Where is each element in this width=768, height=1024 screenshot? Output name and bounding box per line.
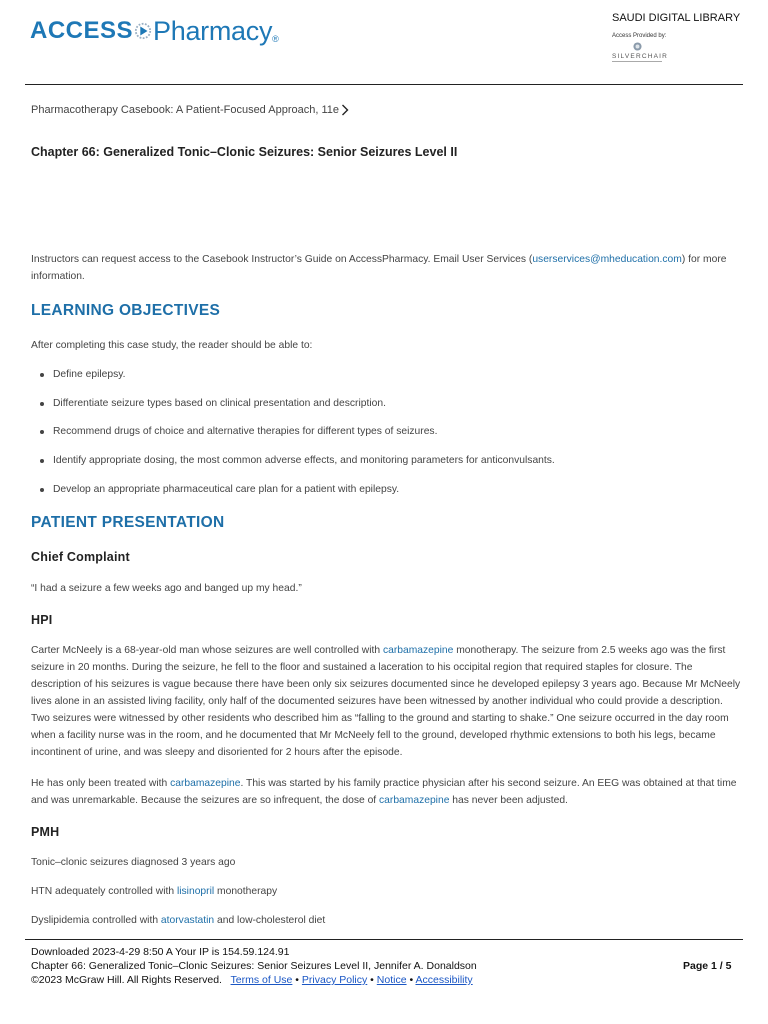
- drug-link-carbamazepine[interactable]: carbamazepine: [382, 645, 454, 656]
- chief-complaint-text: “I had a seizure a few weeks ago and banged up my head.”: [31, 583, 302, 594]
- pmh-text: HTN adequately controlled with: [31, 886, 177, 897]
- hpi-heading: HPI: [31, 613, 53, 627]
- hpi-text: Carter McNeely is a 68-year-old man whose seizures are well controlled with: [31, 645, 383, 656]
- provider-underline: [612, 61, 662, 62]
- pmh-item: [31, 912, 741, 929]
- intro-text-after: ) for more information.: [31, 254, 727, 282]
- download-info: Downloaded 2023-4-29 8:50 A Your IP is 154.59.124.91: [31, 946, 290, 958]
- provider-name: SILVERCHAIR: [612, 53, 669, 60]
- breadcrumb-book-title[interactable]: Pharmacotherapy Casebook: A Patient-Focused Approach, 11e: [31, 104, 339, 116]
- list-item: Differentiate seizure types based on clinical presentation and description.: [31, 395, 731, 424]
- notice-link[interactable]: Notice: [376, 974, 407, 986]
- drug-link-carbamazepine[interactable]: carbamazepine: [379, 795, 450, 806]
- accessibility-link[interactable]: Accessibility: [415, 974, 473, 986]
- hpi-text: . This was started by his family practice physician after his second seizure. An EEG was obtained at that time and was unremarkable. Because the seizures are so infrequent, the dose of: [31, 778, 737, 806]
- patient-presentation-heading: PATIENT PRESENTATION: [31, 514, 225, 531]
- breadcrumb[interactable]: [31, 104, 349, 116]
- drug-link-carbamazepine[interactable]: carbamazepine: [170, 778, 241, 789]
- chapter-title: Chapter 66: Generalized Tonic–Clonic Seizures: Senior Seizures Level II: [31, 145, 458, 159]
- learning-objectives-list: [31, 366, 731, 509]
- pmh-item: [31, 883, 741, 900]
- registered-mark: ®: [272, 34, 279, 44]
- hpi-text: monotherapy. The seizure from 2.5 weeks ago was the first seizure in 20 months. During the seizure, he fell to the floor and sustained a laceration to his occipital region that required staples for closure. The description of his seizures is vague because there have been only six seizures documented since he developed epilepsy 3 years ago. Because Mr McNeely lives alone in an assisted living facility, only half of the documented seizures have been witnessed by another individual who could provide a description. Two seizures were witnessed by other residents who described him as “falling to the ground and starting to shake.” One seizure occurred in the day room when a facility nurse was in the room, and he documented that Mr McNeely fell to the ground, developed rhythmic extensions to both his legs, became incontinent of urine, and was sleepy and disoriented for 2 hours after the episode.: [31, 645, 741, 758]
- terms-of-use-link[interactable]: Terms of Use: [230, 974, 293, 986]
- hpi-paragraph-2: [31, 775, 741, 809]
- gear-icon: [134, 22, 152, 40]
- hpi-text: He has only been treated with: [31, 778, 171, 789]
- institution-name: SAUDI DIGITAL LIBRARY: [612, 12, 741, 24]
- copyright-text: ©2023 McGraw Hill. All Rights Reserved.: [31, 974, 222, 986]
- list-item: Define epilepsy.: [31, 366, 731, 395]
- pmh-text: and low-cholesterol diet: [214, 915, 326, 926]
- learning-objectives-lead: After completing this case study, the reader should be able to:: [31, 340, 313, 351]
- silverchair-icon: [633, 42, 642, 51]
- pmh-item: Tonic–clonic seizures diagnosed 3 years ago: [31, 857, 236, 868]
- list-item: Identify appropriate dosing, the most common adverse effects, and monitoring parameters for anticonvulsants.: [31, 452, 731, 481]
- pmh-heading: PMH: [31, 825, 60, 839]
- footer-legal: ©2023 McGraw Hill. All Rights Reserved. Terms of Use • Privacy Policy • Notice • Accessibility: [31, 974, 473, 986]
- chapter-citation: Chapter 66: Generalized Tonic–Clonic Seizures: Senior Seizures Level II, Jennifer A. Donaldson: [31, 960, 477, 972]
- logo-access-text: ACCESS: [30, 17, 134, 44]
- hpi-paragraph-1: [31, 642, 741, 761]
- accesspharmacy-logo[interactable]: [30, 12, 279, 50]
- chief-complaint-heading: Chief Complaint: [31, 550, 130, 564]
- pmh-text: Dyslipidemia controlled with: [31, 915, 161, 926]
- logo-pharmacy-text: Pharmacy: [153, 15, 273, 46]
- footer-divider: [25, 939, 743, 940]
- page-header: [0, 0, 768, 85]
- hpi-text: has never been adjusted.: [449, 795, 568, 806]
- chevron-right-icon: [341, 104, 349, 116]
- page-indicator: Page 1 / 5: [683, 960, 732, 972]
- list-item: Recommend drugs of choice and alternative therapies for different types of seizures.: [31, 423, 731, 452]
- list-item: Develop an appropriate pharmaceutical care plan for a patient with epilepsy.: [31, 481, 731, 510]
- drug-link-atorvastatin[interactable]: atorvastatin: [160, 915, 215, 926]
- learning-objectives-heading: LEARNING OBJECTIVES: [31, 302, 221, 319]
- header-divider: [25, 84, 743, 85]
- pmh-text: monotherapy: [214, 886, 278, 897]
- access-provided-by-label: Access Provided by:: [612, 33, 667, 39]
- privacy-policy-link[interactable]: Privacy Policy: [301, 974, 368, 986]
- intro-text-before: Instructors can request access to the Casebook Instructor’s Guide on AccessPharmacy. Email User Services (: [31, 254, 533, 265]
- user-services-email-link[interactable]: userservices@mheducation.com: [532, 254, 682, 265]
- drug-link-lisinopril[interactable]: lisinopril: [176, 886, 215, 897]
- instructor-note: [31, 251, 741, 285]
